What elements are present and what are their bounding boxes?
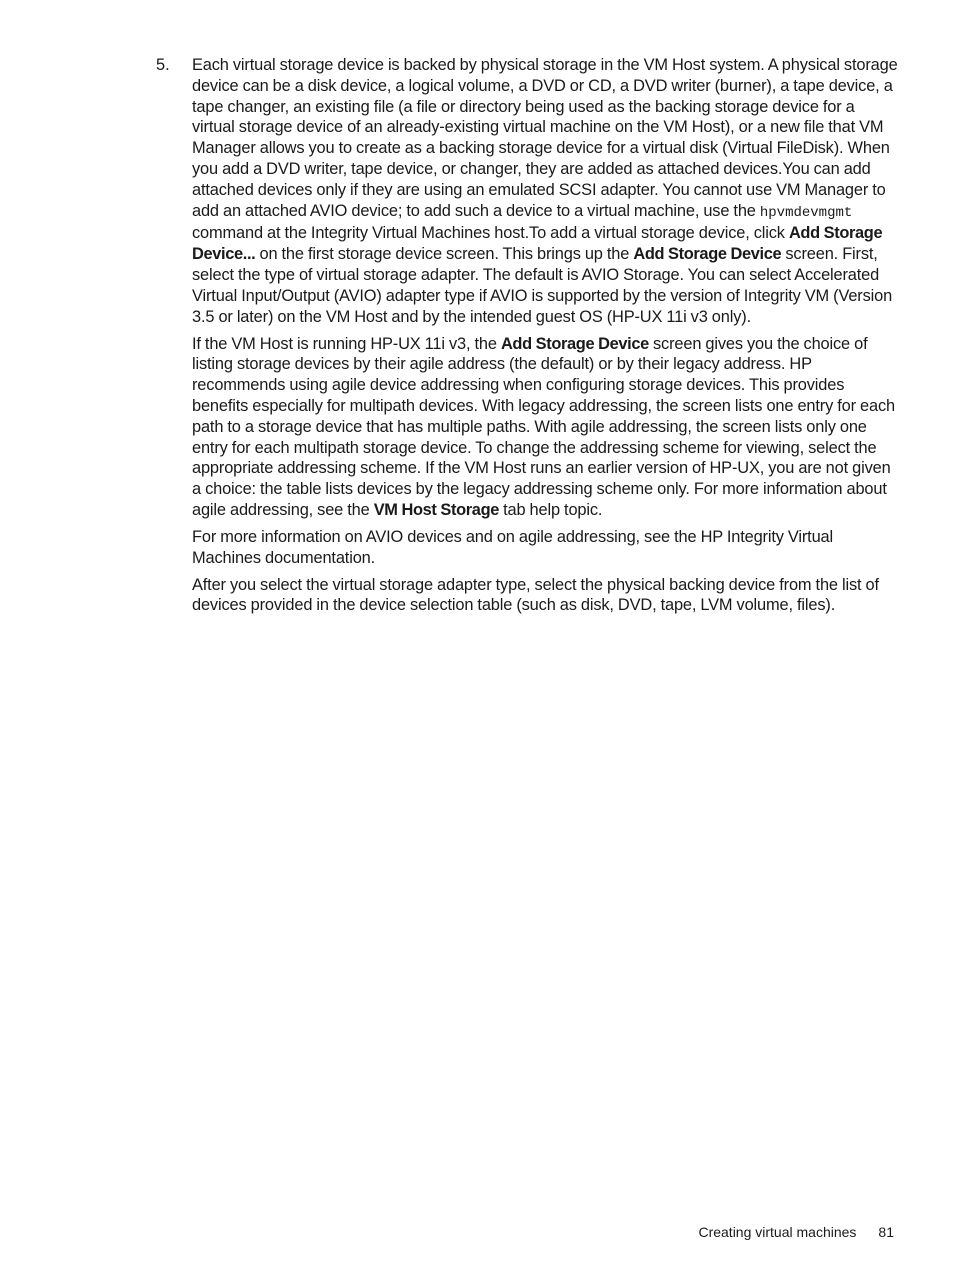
text-run: Each virtual storage device is backed by physical storage in the VM Host system. A physical storage device can be a disk device, a logical volume, a DVD or CD, a DVD writer (burner), a tape device, a tape changer, an existing file (a file or directory being used as the backing storage device for a virtual storage device of an already-existing virtual machine on the VM Host), or a new file that VM Manager allows you to create as a backing storage device for a virtual disk (Virtual FileDisk). When you add a DVD writer, tape device, or changer, they are added as attached devices.You can add attached devices only if they are using an emulated SCSI adapter. You cannot use VM Manager to add an attached AVIO device; to add such a device to a virtual machine, use the [192, 56, 898, 220]
ui-term-add-storage-device-screen: Add Storage Device [633, 245, 782, 264]
paragraph-select-backing-device: After you select the virtual storage adapter type, select the physical backing device from the list of devices provided in the device selection table (such as disk, DVD, tape, LVM volume, files). [192, 575, 879, 615]
ui-term-add-storage-device-screen: Add Storage Device [500, 334, 649, 353]
paragraph-more-information: For more information on AVIO devices and on agile addressing, see the HP Integrity Virtual Machines documentation. [192, 527, 834, 567]
text-run: tab help topic. [499, 500, 603, 519]
text-run: If the VM Host is running HP-UX 11i v3, the [192, 334, 501, 353]
text-run: command at the Integrity Virtual Machines host.To add a virtual storage device, click [192, 224, 789, 243]
text-run: on the first storage device screen. This brings up the [255, 245, 634, 264]
list-item-body [192, 55, 899, 622]
list-item-number: 5. [156, 56, 170, 74]
ui-term-add-storage-device-button: Add Storage Device... [192, 224, 883, 264]
page-footer [698, 1222, 894, 1242]
ui-term-vm-host-storage-tab: VM Host Storage [373, 500, 499, 519]
footer-section-title: Creating virtual machines [698, 1224, 857, 1240]
command-code: hpvmdevmgmt [759, 204, 853, 221]
text-run: screen. First, select the type of virtual storage adapter. The default is AVIO Storage. You can select Accelerated Virtual Input/Output (AVIO) adapter type if AVIO is supported by the version of Integrity VM (Version 3.5 or later) on the VM Host and by the intended guest OS (HP-UX 11i v3 only). [192, 245, 893, 326]
text-run: screen gives you the choice of listing storage devices by their agile address (the default) or by their legacy address. HP recommends using agile device addressing when configuring storage devices. This provides benefits especially for multipath devices. With legacy addressing, the screen lists one entry for each path to a storage device that has multiple paths. With agile addressing, the screen lists only one entry for each multipath storage device. To change the addressing scheme for viewing, select the appropriate addressing scheme. If the VM Host runs an earlier version of HP-UX, you are not given a choice: the table lists devices by the legacy addressing scheme only. For more information about agile addressing, see the [192, 334, 895, 519]
paragraph-storage-backing [192, 55, 899, 327]
page-number: 81 [878, 1224, 894, 1240]
paragraph-agile-addressing [192, 334, 899, 521]
